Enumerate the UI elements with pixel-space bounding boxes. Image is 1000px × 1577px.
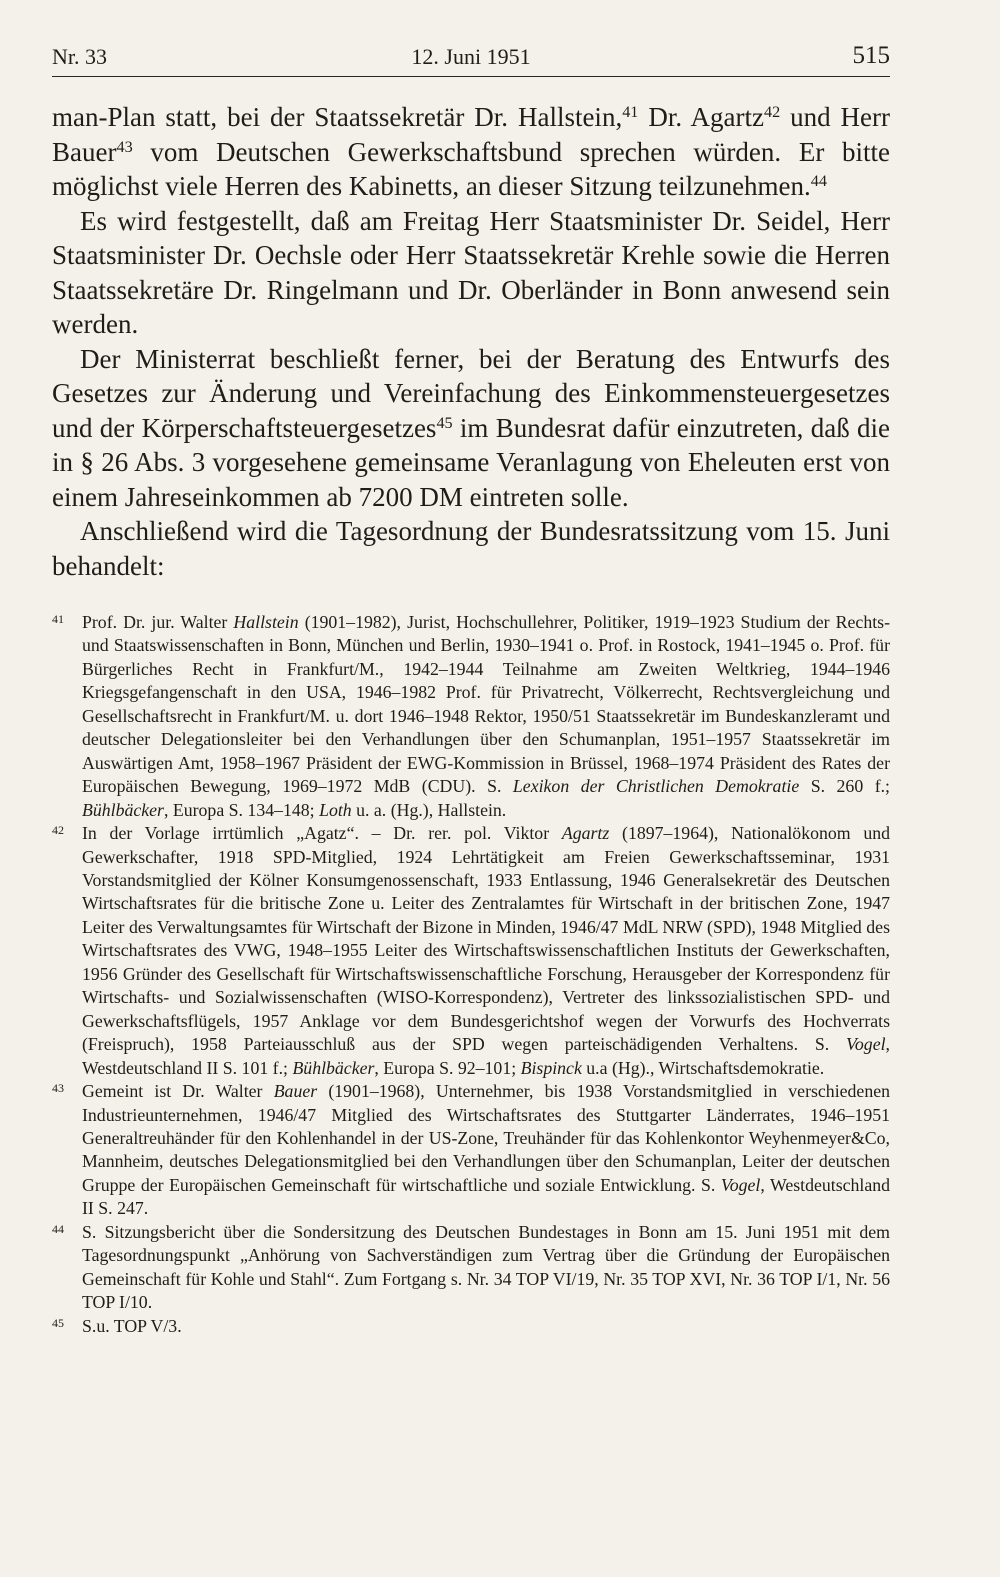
paragraph-text: vom Deutschen Gewerkschaftsbund sprechen würden. Er bitte möglichst viele Herren des Kabinetts, an dieser Sitzung teilzunehmen.	[52, 136, 890, 201]
footnote-ref[interactable]: 44	[810, 172, 827, 191]
footnote-number: 41	[52, 612, 64, 626]
footnote-text: In der Vorlage irrtümlich „Agatz“. – Dr. rer. pol. Viktor Agartz (1897–1964), Nationalökonom und Gewerkschafter, 1918 SPD-Mitglied, 1924 Lehrtätigkeit am Freien Gewerkschaftsseminar, 1931 Vorstandsmitglied der Kölner Konsumgenossenschaft, 1933 Entlassung, 1946 Generalsekretär des Deutschen Wirtschaftsrates für die britische Zone u. Leiter des Zentralamtes für Wirtschaft in der britischen Zone, 1947 Leiter des Verwaltungsamtes für Wirtschaft der Bizone in Minden, 1946/47 MdL NRW (SPD), 1948 Mitglied des Wirtschaftsrates des VWG, 1948–1955 Leiter des Wirtschaftswissenschaftlichen Instituts der Gewerkschaften, 1956 Gründer des Gesellschaft für Wirtschaftswissenschaftliche Forschung, Herausgeber der Korrespondenz für Wirtschafts- und Sozialwissenschaften (WISO-Korrespondenz), Vertreter des linkssozialistischen SPD- und Gewerkschaftsflügels, 1957 Anklage vor dem Bundesgerichtshof wegen der Vorwurfs des Hochverrats (Freispruch), 1958 Parteiausschluß aus der SPD wegen parteischädigenden Verhaltens. S. Vogel, Westdeutschland II S. 101 f.; Bühlbäcker, Europa S. 92–101; Bispinck u.a (Hg)., Wirtschaftsdemokratie.	[82, 823, 890, 1078]
footnote-text: S. Sitzungsbericht über die Sondersitzung des Deutschen Bundestages in Bonn am 15. Juni 1951 mit dem Tagesordnungspunkt „Anhörung von Sachverständigen zum Vertrag über die Gründung der Europäischen Gemeinschaft für Kohle und Stahl“. Zum Fortgang s. Nr. 34 TOP VI/19, Nr. 35 TOP XVI, Nr. 36 TOP I/1, Nr. 56 TOP I/10.	[82, 1221, 890, 1313]
main-text	[52, 100, 890, 583]
footnote-ref[interactable]: 43	[116, 137, 133, 156]
footnote-ref[interactable]: 41	[622, 103, 639, 122]
paragraph-text: und Herr Bauer	[52, 102, 890, 167]
header-date: 12. Juni 1951	[411, 44, 531, 69]
footnote-45	[52, 1315, 890, 1338]
footnote-ref[interactable]: 45	[436, 413, 453, 432]
footnote-number: 43	[52, 1081, 64, 1096]
paragraph: Es wird festgestellt, daß am Freitag Herr Staatsminister Dr. Seidel, Herr Staatsminister Dr. Oechsle oder Herr Staatssekretär Krehle sowie die Herren Staatssekretäre Dr. Ringelmann und Dr. Oberländer in Bonn anwesend sein werden.	[52, 205, 890, 339]
footnote-text: S.u. TOP V/3.	[82, 1315, 182, 1336]
paragraph-text: im Bundesrat dafür einzutreten, daß die in § 26 Abs. 3 vorgesehene gemeinsame Veranlagung von Eheleuten erst von einem Jahreseinkommen ab 7200 DM eintreten solle.	[52, 412, 890, 512]
paragraph-text: man-Plan statt, bei der Staatssekretär Dr. Hallstein,	[52, 102, 623, 132]
footnote-42	[52, 822, 890, 1080]
footnote-number: 42	[52, 823, 64, 838]
footnote-44	[52, 1221, 890, 1315]
running-header	[52, 42, 890, 77]
footnotes	[52, 611, 890, 1338]
page-number: 515	[852, 42, 890, 69]
footnote-43	[52, 1080, 890, 1221]
paragraph	[52, 342, 890, 515]
footnote-ref[interactable]: 42	[763, 103, 781, 122]
paragraph-text: Dr. Agartz	[638, 102, 764, 132]
paragraph	[52, 100, 890, 204]
footnote-number: 44	[52, 1221, 64, 1236]
paragraph-text: Der Ministerrat beschließt ferner, bei der Beratung des Entwurfs des Gesetzes zur Änderung und Vereinfachung des Einkommensteuergesetzes und der Körperschaftsteuergesetzes	[52, 343, 890, 443]
footnote-number: 45	[52, 1315, 64, 1330]
footnote-41	[52, 611, 890, 822]
footnote-text: Gemeint ist Dr. Walter Bauer (1901–1968), Unternehmer, bis 1938 Vorstandsmitglied in verschiedenen Industrieunternehmen, 1946/47 Mitglied des Wirtschaftsrates des Stuttgarter Länderrates, 1946–1951 Generaltreuhänder für den Kohlenhandel in der US-Zone, Treuhänder für das Kohlenkontor Weyhenmeyer&Co, Mannheim, deutsches Delegationsmitglied bei den Verhandlungen über den Schumanplan, Leiter der deutschen Gruppe der Europäischen Gemeinschaft für wirtschaftliche und soziale Entwicklung. S. Vogel, Westdeutschland II S. 247.	[82, 1081, 891, 1219]
footnote-text: Prof. Dr. jur. Walter Hallstein (1901–1982), Jurist, Hochschullehrer, Politiker, 1919–1923 Studium der Rechts- und Staatswissenschaften in Bonn, München und Berlin, 1930–1941 o. Prof. in Rostock, 1941–1945 o. Prof. für Bürgerliches Recht in Frankfurt/M., 1942–1944 Teilnahme am Zweiten Weltkrieg, 1944–1946 Kriegsgefangenschaft in den USA, 1946–1982 Prof. für Privatrecht, Völkerrecht, Rechtsvergleichung und Gesellschaftsrecht in Frankfurt/M. u. dort 1946–1948 Rektor, 1950/51 Staatssekretär im Bundeskanzleramt und deutscher Delegationsleiter bei den Verhandlungen über den Schumanplan, 1951–1957 Staatssekretär im Auswärtigen Amt, 1958–1967 Präsident der EWG-Kommission in Brüssel, 1968–1974 Präsident des Rates der Europäischen Bewegung, 1969–1972 MdB (CDU). S. Lexikon der Christlichen Demokratie S. 260 f.; Bühlbäcker, Europa S. 134–148; Loth u. a. (Hg.), Hallstein.	[82, 612, 891, 820]
paragraph: Anschließend wird die Tagesordnung der Bundesratssitzung vom 15. Juni behandelt:	[52, 516, 890, 581]
document-number: Nr. 33	[52, 44, 107, 69]
